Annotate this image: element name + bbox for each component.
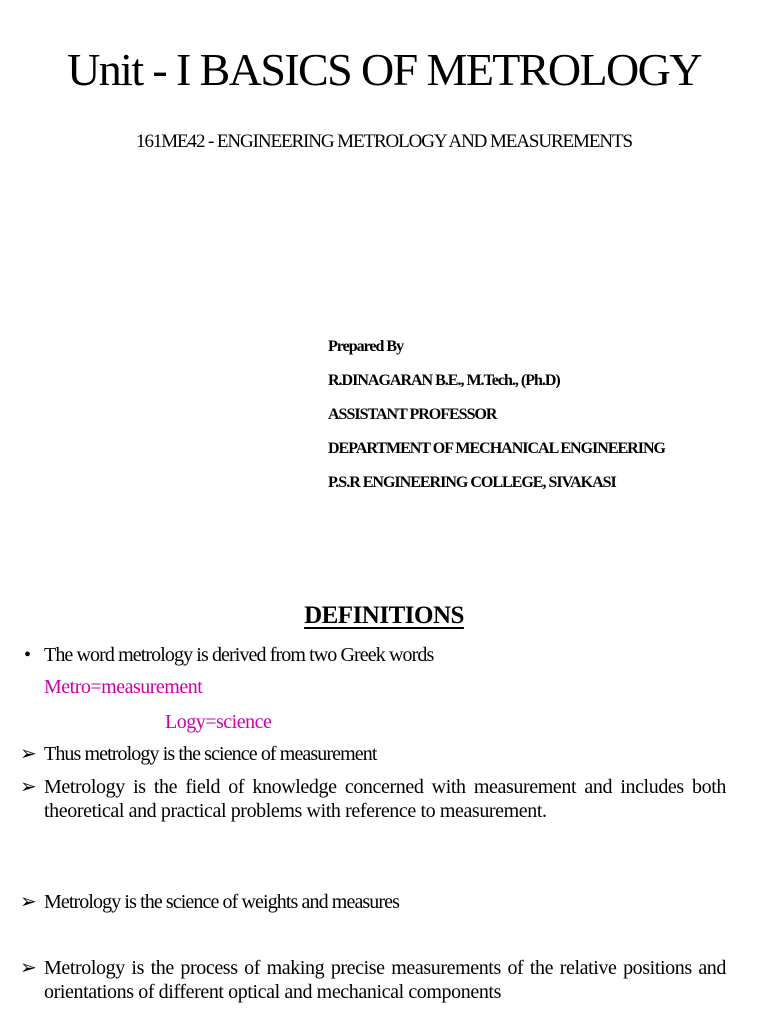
list-item [20, 775, 726, 823]
author-designation: ASSISTANT PROFESSOR [328, 406, 497, 423]
arrow-bullet-icon: ➢ [20, 891, 37, 913]
course-title: 161ME42 - ENGINEERING METROLOGY AND MEASUREMENTS [136, 131, 632, 152]
author-block [328, 336, 758, 506]
page-title: Unit - I BASICS OF METROLOGY [67, 44, 701, 95]
list-item [20, 890, 726, 914]
definition-item-text: Metrology is the field of knowledge concerned with measurement and includes both theoretical and practical problems with reference to measurement. [44, 776, 726, 822]
arrow-bullet-icon: ➢ [20, 957, 37, 979]
list-item [24, 642, 744, 668]
author-prepared-by: Prepared By [328, 338, 404, 355]
list-item [20, 742, 726, 766]
definitions-heading [0, 600, 768, 632]
greek-word-metro: Metro=measurement [44, 676, 203, 698]
arrow-bullet-icon: ➢ [20, 776, 37, 798]
author-name: R.DINAGARAN B.E., M.Tech., (Ph.D) [328, 372, 560, 389]
list-item [20, 956, 726, 1004]
author-college: P.S.R ENGINEERING COLLEGE, SIVAKASI [328, 474, 616, 491]
definitions-heading-text: DEFINITIONS [304, 602, 464, 629]
definition-intro: The word metrology is derived from two Greek words [44, 644, 434, 666]
definition-item-text: Metrology is the science of weights and measures [44, 891, 400, 913]
definition-item-text: Thus metrology is the science of measurement [44, 743, 377, 765]
bullet-icon: • [24, 644, 31, 666]
greek-word-logy: Logy=science [165, 711, 272, 733]
arrow-bullet-icon: ➢ [20, 743, 37, 765]
definition-item-text: Metrology is the process of making precise measurements of the relative positions and orientations of different optical and mechanical components [44, 957, 726, 1003]
author-department: DEPARTMENT OF MECHANICAL ENGINEERING [328, 440, 665, 457]
